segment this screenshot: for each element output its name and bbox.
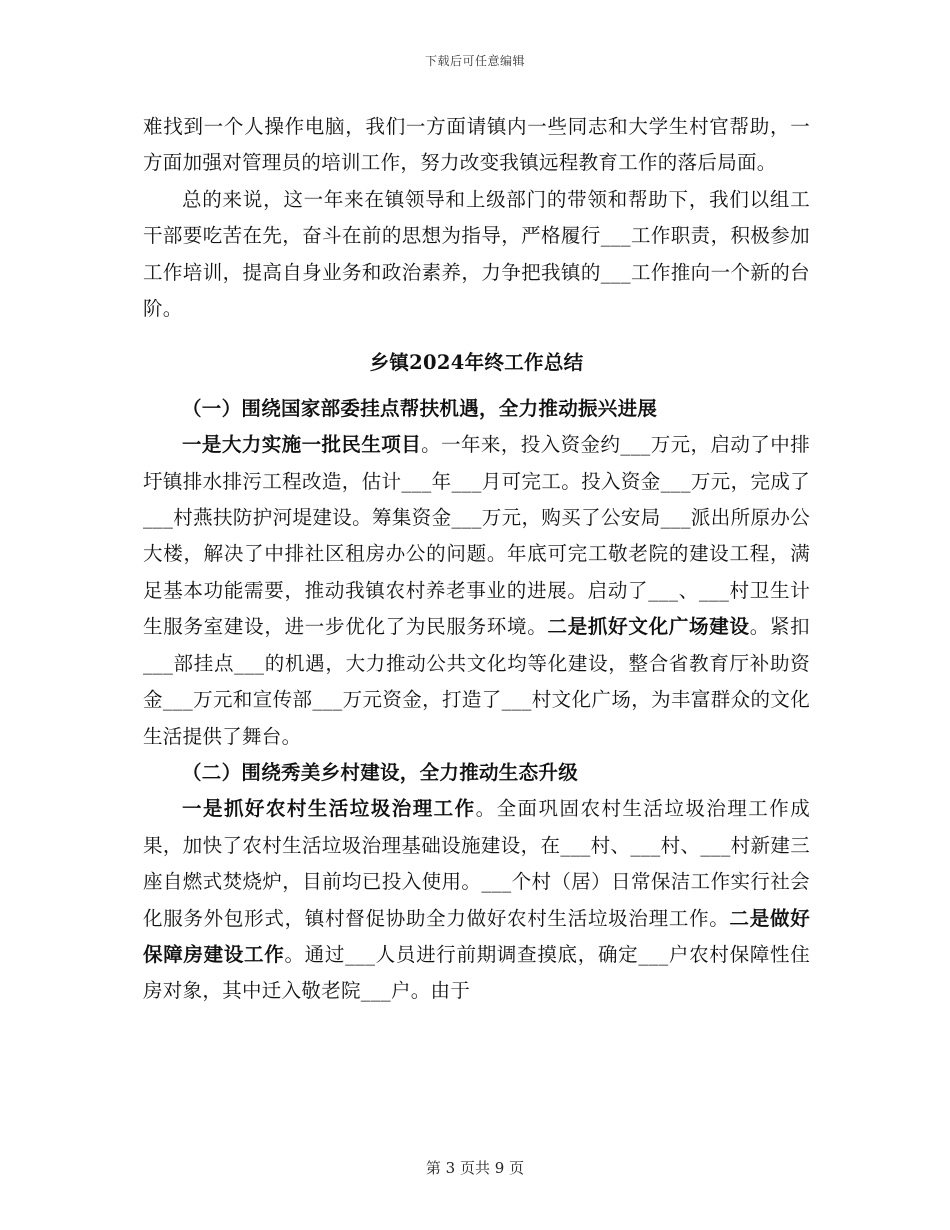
section-heading: （二）围绕秀美乡村建设，全力推动生态升级: [182, 760, 579, 784]
bold-lead: 一是大力实施一批民生项目: [182, 433, 422, 457]
paragraph: 难找到一个人操作电脑，我们一方面请镇内一些同志和大学生村官帮助，一方面加强对管理员的培训工作，努力改变我镇远程教育工作的落后局面。: [143, 115, 810, 175]
paragraph-text: 。紧扣___部挂点___的机遇，大力推动公共文化均等化建设，整合省教育厅补助资金___万元和宣传部___万元资金，打造了___村文化广场，为丰富群众的文化生活提供了舞台。: [143, 615, 810, 748]
document-title: 乡镇2024年终工作总结: [369, 351, 584, 375]
section-heading: （一）围绕国家部委挂点帮扶机遇，全力推动振兴进展: [182, 396, 658, 420]
bold-lead: 二是抓好文化广场建设: [547, 615, 750, 639]
paragraph-text: 。一年来，投入资金约___万元，启动了中排圩镇排水排污工程改造，估计___年___月可完工。投入资金___万元，完成了___村燕扶防护河堤建设。筹集资金___万元，购买了公安局___派出所原办公大楼，解决了中排社区租房办公的问题。年底可完工敬老院的建设工程，满足基本功能需要，推动我镇农村养老事业的进展。启动了___、___村卫生计生服务室建设，进一步优化了为民服务环境。: [143, 433, 810, 639]
page-footer: 第 3 页共 9 页: [425, 1159, 525, 1177]
page-header: 下载后可任意编辑: [424, 54, 525, 68]
paragraph: [143, 427, 810, 755]
paragraph: [143, 791, 810, 1009]
paragraph-text: 。通过___人员进行前期调查摸底，确定___户农村保障性住房对象，其中迁入敬老院___户。由于: [143, 942, 810, 1003]
paragraph: 总的来说，这一年来在镇领导和上级部门的带领和帮助下，我们以组工干部要吃苦在先，奋斗在前的思想为指导，严格履行___工作职责，积极参加工作培训，提高自身业务和政治素养，力争把我镇的___工作推向一个新的台阶。: [143, 187, 810, 321]
document-body: [143, 109, 810, 1010]
bold-lead: 二是做好保障房建设工作: [143, 906, 811, 966]
bold-lead: 一是抓好农村生活垃圾治理工作: [182, 797, 476, 821]
paragraph-text: 。全面巩固农村生活垃圾治理工作成果，加快了农村生活垃圾治理基础设施建设，在___村、___村、___村新建三座自燃式焚烧炉，目前均已投入使用。___个村（居）日常保洁工作实行社会化服务外包形式，镇村督促协助全力做好农村生活垃圾治理工作。: [143, 797, 810, 930]
